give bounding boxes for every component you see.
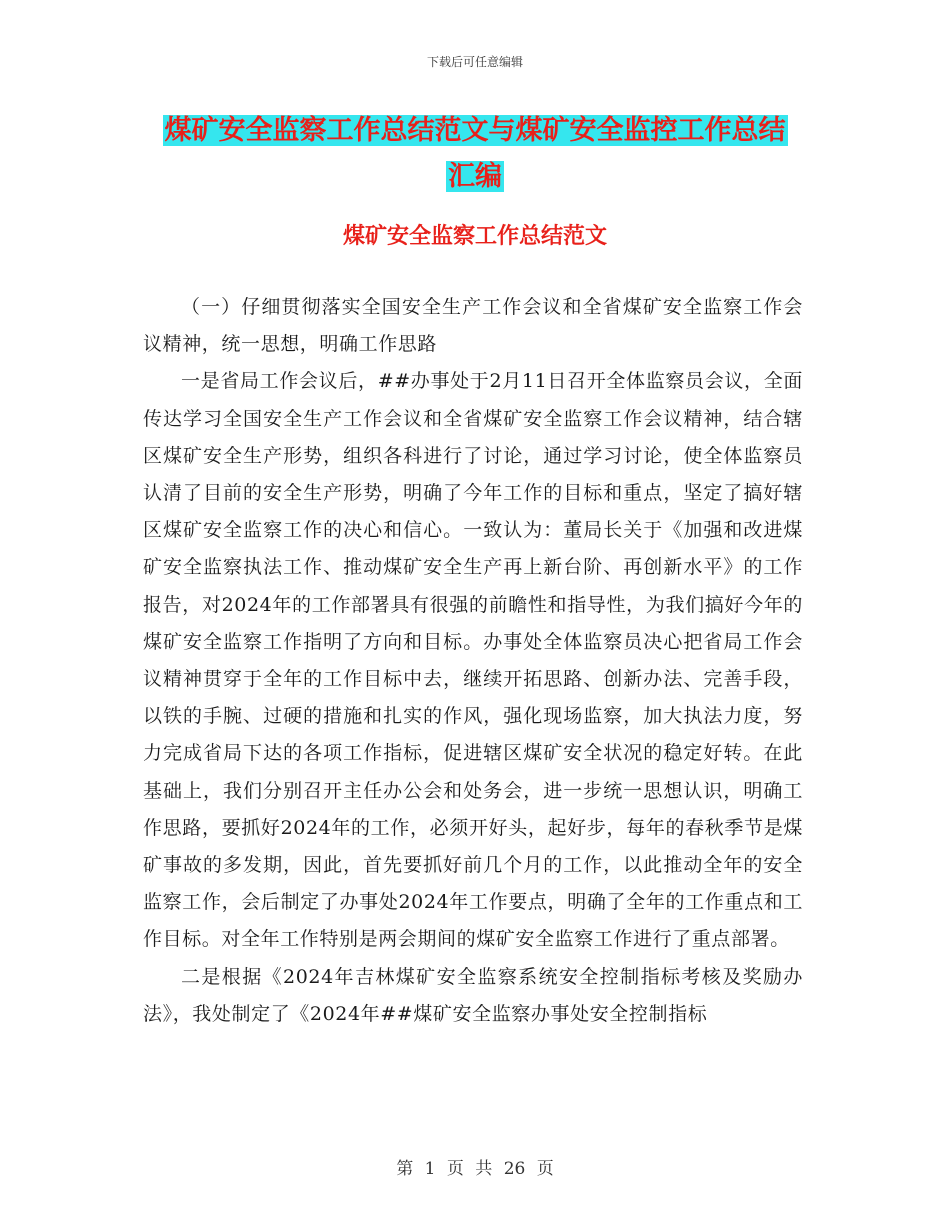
section-title: 煤矿安全监察工作总结范文 bbox=[342, 223, 607, 249]
document-title bbox=[0, 108, 950, 200]
header-note: 下载后可任意编辑 bbox=[426, 55, 523, 69]
document-title-line1: 煤矿安全监察工作总结范文与煤矿安全监控工作总结 bbox=[164, 115, 786, 146]
document-title-line2: 汇编 bbox=[448, 161, 502, 192]
paragraph: （一）仔细贯彻落实全国安全生产工作会议和全省煤矿安全监察工作会议精神，统一思想，明确工作思路 bbox=[143, 296, 803, 356]
document-body bbox=[143, 289, 803, 1033]
page-footer: 第 1 页 共 26 页 bbox=[396, 1159, 554, 1179]
paragraph: 二是根据《2024年吉林煤矿安全监察系统安全控制指标考核及奖励办法》，我处制定了《2024年##煤矿安全监察办事处安全控制指标 bbox=[143, 965, 803, 1025]
paragraph: 一是省局工作会议后，##办事处于2月11日召开全体监察员会议，全面传达学习全国安全生产工作会议和全省煤矿安全监察工作会议精神，结合辖区煤矿安全生产形势，组织各科进行了讨论，通过学习讨论，使全体监察员认清了目前的安全生产形势，明确了今年工作的目标和重点，坚定了搞好辖区煤矿安全监察工作的决心和信心。一致认为：董局长关于《加强和改进煤矿安全监察执法工作、推动煤矿安全生产再上新台阶、再创新水平》的工作报告，对2024年的工作部署具有很强的前瞻性和指导性，为我们搞好今年的煤矿安全监察工作指明了方向和目标。办事处全体监察员决心把省局工作会议精神贯穿于全年的工作目标中去，继续开拓思路、创新办法、完善手段，以铁的手腕、过硬的措施和扎实的作风，强化现场监察，加大执法力度，努力完成省局下达的各项工作指标，促进辖区煤矿安全状况的稳定好转。在此基础上，我们分别召开主任办公会和处务会，进一步统一思想认识，明确工作思路，要抓好2024年的工作，必须开好头，起好步，每年的春秋季节是煤矿事故的多发期，因此，首先要抓好前几个月的工作，以此推动全年的安全监察工作，会后制定了办事处2024年工作要点，明确了全年的工作重点和工作目标。对全年工作特别是两会期间的煤矿安全监察工作进行了重点部署。 bbox=[143, 370, 803, 951]
